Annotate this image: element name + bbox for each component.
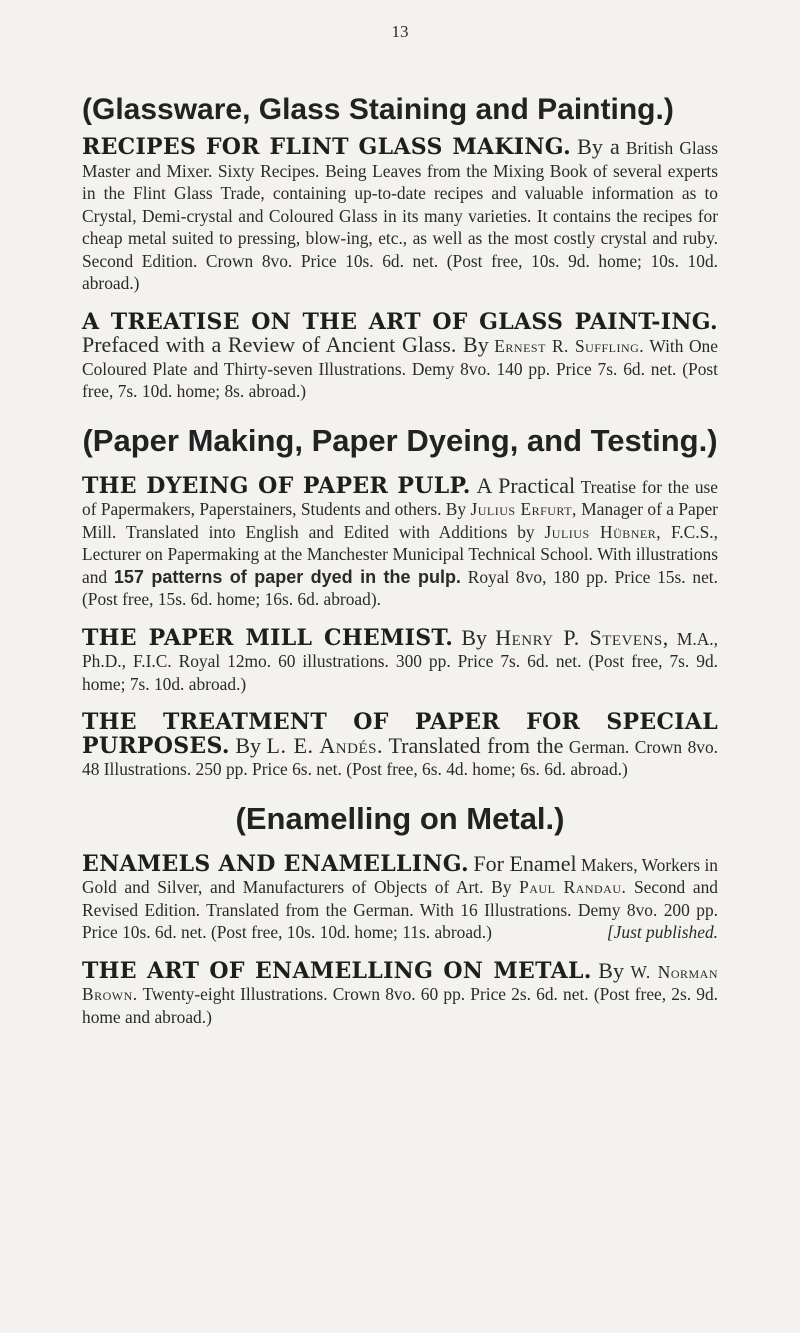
book-author: Paul Randau. <box>519 877 627 897</box>
book-lead: By <box>461 624 488 650</box>
section-heading: (Glassware, Glass Staining and Painting.) <box>82 93 674 126</box>
book-editor: Julius Hübner, <box>544 521 662 542</box>
book-lead: For Enamel <box>473 850 577 876</box>
book-highlight: 157 patterns of paper dyed in the pulp. <box>113 566 461 587</box>
section-paper <box>82 421 718 781</box>
book-author: Henry P. Stevens, <box>495 624 669 650</box>
book-author: Ernest R. Suffling. <box>494 336 645 356</box>
book-lead: By a <box>577 134 620 159</box>
book-title: THE PAPER MILL CHEMIST. <box>82 624 454 651</box>
book-lead: By <box>235 732 262 758</box>
section-glassware <box>82 90 718 403</box>
section-enamelling <box>82 799 718 1029</box>
book-lead: A Practical <box>476 472 576 498</box>
book-entry <box>82 308 718 403</box>
book-entry <box>82 136 718 295</box>
book-lead: Prefaced with a Review of Ancient Glass. By <box>82 332 489 357</box>
book-title: ENAMELS AND ENAMELLING. <box>82 850 470 877</box>
book-description: Second and Revised Edition. Translated from the German. With 16 Illustrations. Demy 8vo. 200 pp. Price 10s. 6d. net. (Post free, 10s. 10d. home; 11s. abroad.) <box>82 877 718 942</box>
book-description: Makers, Workers in Gold and Silver, and Manufacturers of Objects of Art. By <box>82 854 718 897</box>
page-number: 13 <box>391 22 409 41</box>
book-entry <box>82 850 718 944</box>
book-author: Julius Erfurt, <box>470 499 577 519</box>
book-title: THE DYEING OF PAPER PULP. <box>82 472 471 499</box>
book-description: Manager of a Paper Mill. Translated into English and Edited with Additions by <box>82 499 718 542</box>
book-author: L. E. Andés. <box>266 732 383 758</box>
book-title: A TREATISE ON THE ART OF GLASS PAINT-ING. <box>82 308 718 335</box>
publication-note: [Just published. <box>606 922 718 942</box>
book-entry <box>82 472 719 611</box>
book-title: THE TREATMENT OF PAPER FOR SPECIAL PURPOSES. <box>82 709 718 759</box>
book-title: THE ART OF ENAMELLING ON METAL. <box>82 957 592 984</box>
book-description: Twenty-eight Illustrations. Crown 8vo. 60 pp. Price 2s. 6d. net. (Post free, 2s. 9d. home and abroad.) <box>82 984 718 1027</box>
book-description: M.A., Ph.D., F.I.C. Royal 12mo. 60 illustrations. 300 pp. Price 7s. 6d. net. (Post free, 7s. 9d. home; 7s. 10d. abroad.) <box>82 628 718 694</box>
book-description: F.C.S., Lecturer on Papermaking at the Manchester Municipal Technical School. With illustrations and <box>82 521 718 587</box>
book-description: With One Coloured Plate and Thirty-seven Illustrations. Demy 8vo. 140 pp. Price 7s. 6d. net. (Post free, 7s. 10d. home; 8s. abroad.) <box>82 336 718 401</box>
book-lead: By <box>598 957 624 983</box>
book-description: British Glass Master and Mixer. Sixty Recipes. Being Leaves from the Mixing Book of several experts in the Flint Glass Trade, containing up-to-date recipes and valuable information as to Crystal, Demi-crystal and Coloured Glass in its many varieties. It contains the recipes for cheap metal suited to pressing, blow-ing, etc., as well as the most costly crystal and ruby. Second Edition. Crown 8vo. Price 10s. 6d. net. (Post free, 10s. 9d. home; 10s. 10d. abroad.) <box>82 138 718 293</box>
section-heading: (Paper Making, Paper Dyeing, and Testing.) <box>82 422 718 458</box>
book-entry <box>82 711 718 781</box>
book-title: RECIPES FOR FLINT GLASS MAKING. <box>82 134 572 160</box>
book-entry <box>82 957 718 1029</box>
book-lead: Translated from the <box>388 732 564 758</box>
book-author: W. Norman Brown. <box>82 961 718 1004</box>
book-description: Treatise for the use of Papermakers, Paperstainers, Students and others. By <box>82 476 719 519</box>
book-description: German. Crown 8vo. 48 Illustrations. 250 pp. Price 6s. net. (Post free, 6s. 4d. home; 6s. 6d. abroad.) <box>82 736 718 779</box>
section-heading: (Enamelling on Metal.) <box>235 800 565 836</box>
book-entry <box>82 624 718 696</box>
book-description: Royal 8vo, 180 pp. Price 15s. net. (Post free, 15s. 6d. home; 16s. 6d. abroad). <box>82 566 718 609</box>
